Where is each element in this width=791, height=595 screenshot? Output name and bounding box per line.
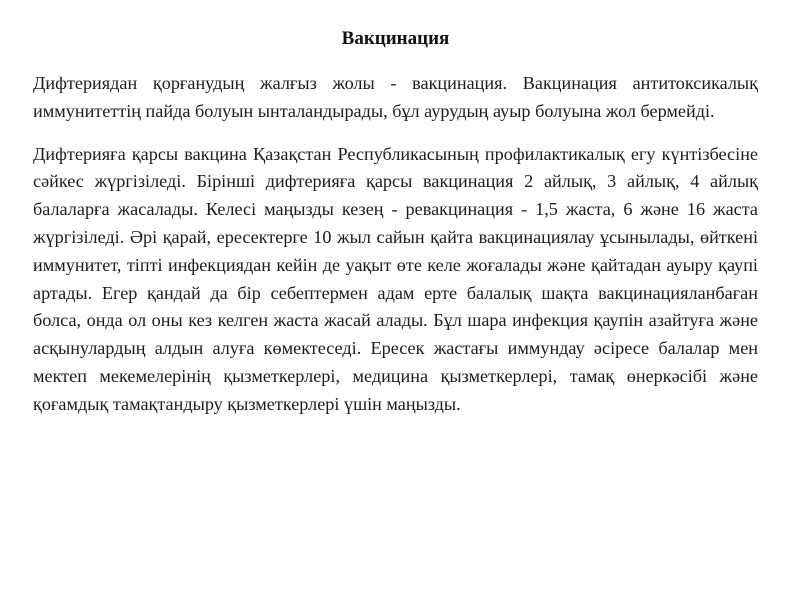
paragraph-schedule: Дифтерияға қарсы вакцина Қазақстан Республикасының профилактикалық егу күнтізбесіне сәйкес жүргізіледі. Бірінші дифтерияға қарсы вакцинация 2 айлық, 3 айлық, 4 айлық балаларға жасалады. Келесі маңызды кезең - ревакцинация - 1,5 жаста, 6 және 16 жаста жүргізіледі. Әрі қарай, ересектерге 10 жыл сайын қайта вакцинациялау ұсынылады, өйткені иммунитет, тіпті инфекциядан кейін де уақыт өте келе жоғалады және қайтадан ауыру қаупі артады. Егер қандай да бір себептермен адам ерте балалық шақта вакцинацияланбаған болса, онда ол оны кез келген жаста жасай алады. Бұл шара инфекция қаупін азайтуға және асқынулардың алдын алуға көмектеседі. Ересек жастағы иммундау әсіресе балалар мен мектеп мекемелерінің қызметкерлері, медицина қызметкерлері, тамақ өнеркәсібі және қоғамдық тамақтандыру қызметкерлері үшін маңызды. [33, 143, 758, 414]
document-title: Вакцинация [341, 28, 450, 49]
paragraph-intro: Дифтериядан қорғанудың жалғыз жолы - вакцинация. Вакцинация антитоксикалық иммунитеттің пайда болуын ынталандырады, бұл аурудың ауыр болуына жол бермейді. [33, 73, 758, 121]
